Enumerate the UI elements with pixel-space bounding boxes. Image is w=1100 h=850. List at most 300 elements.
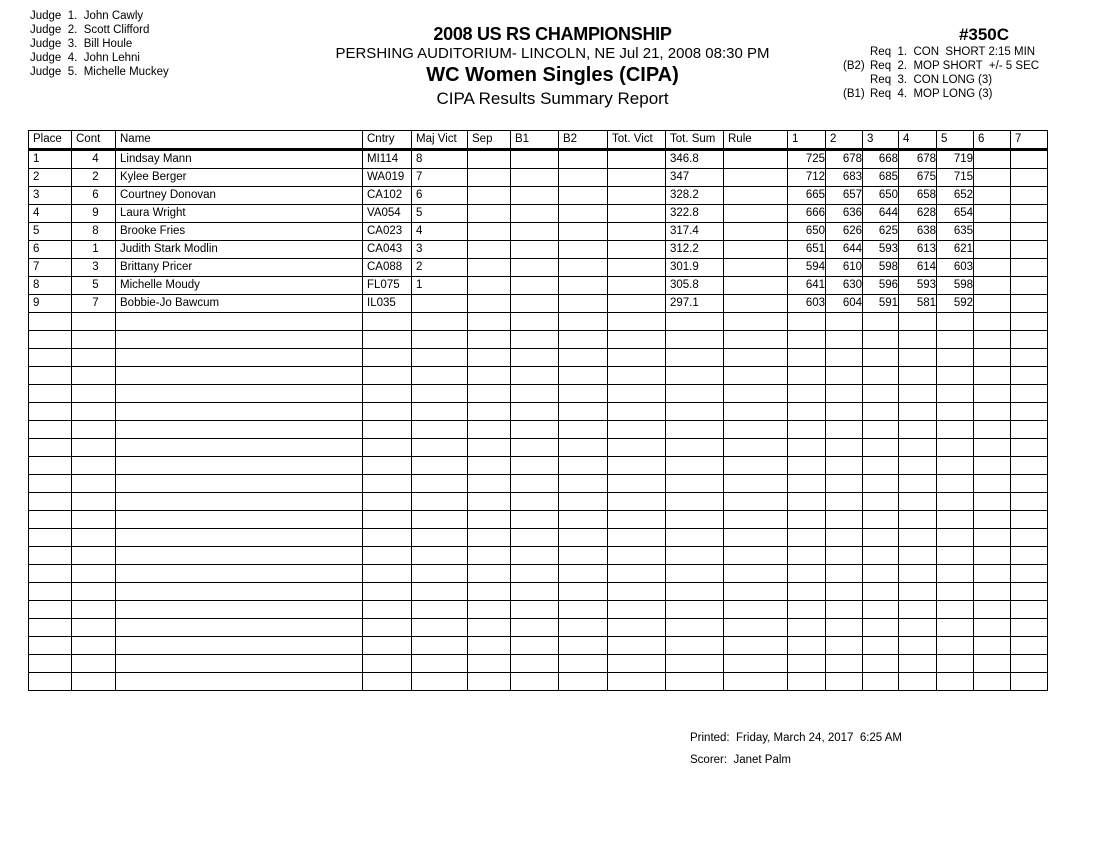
judge-7-score [1011,331,1048,349]
judge-4-score: 658 [899,187,937,205]
name-cell [116,403,363,421]
place-cell [29,457,72,475]
sep-cell [468,403,511,421]
rule-cell [724,403,788,421]
col-header-judge-5: 5 [937,131,974,150]
judge-1-score [788,331,826,349]
judge-2-score [826,385,863,403]
requirement-line: Req 3. CON LONG (3) [870,74,993,86]
judge-4-score [899,331,937,349]
empty-table-row [29,331,1048,349]
b1-cell [511,439,559,457]
sep-cell [468,421,511,439]
b1-cell [511,673,559,691]
judge-2-score [826,619,863,637]
place-cell [29,529,72,547]
tot-sum-cell [666,655,724,673]
b2-cell [559,205,608,223]
name-cell [116,421,363,439]
sep-cell [468,619,511,637]
b2-cell [559,493,608,511]
judge-6-score [974,673,1011,691]
place-cell [29,475,72,493]
rule-cell [724,565,788,583]
cont-cell [72,511,116,529]
tot-sum-cell: 346.8 [666,150,724,169]
sep-cell [468,493,511,511]
tot-vict-cell [608,637,666,655]
tot-vict-cell [608,601,666,619]
division-title: WC Women Singles (CIPA) [426,64,679,86]
col-header-judge-4: 4 [899,131,937,150]
b1-cell [511,421,559,439]
sep-cell [468,331,511,349]
judge-4-score: 678 [899,150,937,169]
judge-1-score [788,457,826,475]
judge-6-score [974,349,1011,367]
judge-6-score [974,655,1011,673]
name-cell [116,547,363,565]
empty-table-row [29,529,1048,547]
judge-7-score [1011,601,1048,619]
b1-cell [511,205,559,223]
venue-line: PERSHING AUDITORIUM- LINCOLN, NE Jul 21, 2008 08:30 PM [335,45,770,62]
rule-cell [724,385,788,403]
judge-line: Judge 5. Michelle Muckey [30,66,169,78]
cntry-cell: CA102 [363,187,412,205]
col-header-judge-3: 3 [863,131,899,150]
judge-5-score [937,565,974,583]
judge-2-score [826,673,863,691]
cntry-cell [363,493,412,511]
b2-cell [559,367,608,385]
judge-7-score [1011,205,1048,223]
printed-line: Printed: Friday, March 24, 2017 6:25 AM [690,732,903,744]
name-cell [116,565,363,583]
event-info [840,25,1080,101]
place-cell: 8 [29,277,72,295]
b2-cell [559,511,608,529]
judge-6-score [974,421,1011,439]
place-cell: 6 [29,241,72,259]
report-title: CIPA Results Summary Report [436,89,669,108]
judge-6-score [974,277,1011,295]
maj-vict-cell [412,673,468,691]
judge-2-score: 604 [826,295,863,313]
place-cell [29,619,72,637]
judge-4-score [899,349,937,367]
maj-vict-cell [412,619,468,637]
cntry-cell [363,601,412,619]
judge-2-score [826,403,863,421]
empty-table-row [29,493,1048,511]
rule-cell [724,673,788,691]
judge-5-score [937,493,974,511]
maj-vict-cell: 5 [412,205,468,223]
judge-7-score [1011,403,1048,421]
judge-1-score [788,439,826,457]
maj-vict-cell [412,295,468,313]
judge-3-score [863,385,899,403]
place-cell: 3 [29,187,72,205]
requirement-line: Req 1. CON SHORT 2:15 MIN [870,46,1036,58]
empty-table-row [29,511,1048,529]
place-cell [29,367,72,385]
rule-cell [724,259,788,277]
sep-cell [468,439,511,457]
table-row [29,277,1048,295]
tot-vict-cell [608,187,666,205]
tot-vict-cell [608,205,666,223]
cont-cell: 7 [72,295,116,313]
cntry-cell [363,385,412,403]
tot-sum-cell [666,511,724,529]
empty-table-row [29,565,1048,583]
rule-cell [724,601,788,619]
maj-vict-cell [412,331,468,349]
judge-4-score [899,637,937,655]
judge-2-score [826,601,863,619]
tot-vict-cell [608,547,666,565]
cntry-cell: WA019 [363,169,412,187]
judge-3-score [863,673,899,691]
judge-7-score [1011,385,1048,403]
b1-cell [511,547,559,565]
report-header [290,24,815,110]
judge-7-score [1011,349,1048,367]
judge-7-score [1011,295,1048,313]
empty-table-row [29,547,1048,565]
tot-sum-cell [666,475,724,493]
name-cell [116,637,363,655]
place-cell: 7 [29,259,72,277]
judge-1-score [788,421,826,439]
rule-cell [724,547,788,565]
judge-3-score [863,511,899,529]
judge-1-score [788,511,826,529]
sep-cell [468,169,511,187]
judge-6-score [974,439,1011,457]
tot-sum-cell [666,313,724,331]
tot-sum-cell [666,385,724,403]
cont-cell [72,601,116,619]
judge-4-score: 675 [899,169,937,187]
judge-6-score [974,601,1011,619]
judge-2-score [826,439,863,457]
name-cell [116,349,363,367]
judge-4-score [899,367,937,385]
place-cell [29,673,72,691]
table-row [29,241,1048,259]
judge-3-score [863,421,899,439]
judge-3-score [863,565,899,583]
sep-cell [468,349,511,367]
judge-6-score [974,565,1011,583]
tot-vict-cell [608,619,666,637]
judge-1-score [788,583,826,601]
sep-cell [468,601,511,619]
judge-5-score [937,583,974,601]
cntry-cell [363,439,412,457]
b1-cell [511,187,559,205]
b1-cell [511,655,559,673]
maj-vict-cell: 7 [412,169,468,187]
table-row [29,169,1048,187]
judge-6-score [974,295,1011,313]
col-header-judge-2: 2 [826,131,863,150]
table-row [29,205,1048,223]
b2-cell [559,475,608,493]
name-cell [116,331,363,349]
cont-cell [72,529,116,547]
rule-cell [724,619,788,637]
place-cell [29,547,72,565]
scorer-line: Scorer: Janet Palm [690,754,791,766]
cntry-cell [363,565,412,583]
table-row [29,259,1048,277]
judge-4-score: 628 [899,205,937,223]
judge-4-score [899,565,937,583]
judge-4-score: 638 [899,223,937,241]
empty-table-row [29,349,1048,367]
judge-2-score: 678 [826,150,863,169]
cont-cell [72,655,116,673]
judge-5-score [937,421,974,439]
judge-3-score [863,547,899,565]
sep-cell [468,205,511,223]
tot-vict-cell [608,403,666,421]
judge-6-score [974,169,1011,187]
judge-7-score [1011,493,1048,511]
tot-sum-cell [666,547,724,565]
judge-7-score [1011,421,1048,439]
judge-name: John Cawly [83,10,144,22]
sep-cell [468,187,511,205]
col-header-judge-6: 6 [974,131,1011,150]
judge-6-score [974,331,1011,349]
maj-vict-cell [412,349,468,367]
results-body [29,150,1048,691]
b2-cell [559,547,608,565]
judge-2-score [826,583,863,601]
rule-cell [724,331,788,349]
judge-3-score: 598 [863,259,899,277]
judge-4-score [899,619,937,637]
event-number: #350C [958,25,1010,44]
tot-vict-cell [608,565,666,583]
tot-sum-cell [666,367,724,385]
rule-cell [724,295,788,313]
judge-6-score [974,313,1011,331]
tot-sum-cell [666,457,724,475]
judge-3-score [863,331,899,349]
judge-5-score: 652 [937,187,974,205]
b1-cell [511,475,559,493]
sep-cell [468,529,511,547]
judge-name: Scott Clifford [83,24,150,36]
judge-3-score: 593 [863,241,899,259]
sep-cell [468,673,511,691]
col-header-b1: B1 [511,131,559,150]
judge-7-score [1011,457,1048,475]
cont-cell [72,349,116,367]
b1-cell [511,619,559,637]
requirement-line: (B1) Req 4. MOP LONG (3) [843,88,993,100]
b1-cell [511,511,559,529]
judge-3-score: 596 [863,277,899,295]
judge-5-score [937,475,974,493]
judge-4-score [899,313,937,331]
col-header-place: Place [29,131,72,150]
cont-cell [72,583,116,601]
cont-cell [72,385,116,403]
tot-vict-cell [608,439,666,457]
judge-5-score: 603 [937,259,974,277]
judge-5-score [937,655,974,673]
judges-list [30,9,169,79]
name-cell: Lindsay Mann [116,150,363,169]
maj-vict-cell [412,601,468,619]
b2-cell [559,150,608,169]
sep-cell [468,637,511,655]
cntry-cell [363,655,412,673]
judge-3-score: 650 [863,187,899,205]
b1-cell [511,223,559,241]
empty-table-row [29,457,1048,475]
tot-vict-cell [608,150,666,169]
cont-cell [72,457,116,475]
judge-5-score [937,619,974,637]
b2-cell [559,223,608,241]
col-header-cont: Cont [72,131,116,150]
sep-cell [468,259,511,277]
judge-2-score [826,511,863,529]
place-cell [29,439,72,457]
tot-vict-cell [608,529,666,547]
cntry-cell [363,637,412,655]
b2-cell [559,385,608,403]
tot-vict-cell [608,169,666,187]
judge-1-score [788,565,826,583]
b2-cell [559,295,608,313]
tot-vict-cell [608,493,666,511]
place-cell: 4 [29,205,72,223]
tot-vict-cell [608,367,666,385]
place-cell [29,511,72,529]
judge-1-score [788,493,826,511]
name-cell [116,511,363,529]
judge-5-score [937,367,974,385]
judge-2-score [826,421,863,439]
judge-7-score [1011,673,1048,691]
results-table [28,130,1048,691]
table-header-row [29,131,1048,150]
cntry-cell: MI114 [363,150,412,169]
b2-cell [559,187,608,205]
judge-1-score [788,547,826,565]
judge-1-score [788,529,826,547]
cntry-cell [363,583,412,601]
rule-cell [724,241,788,259]
empty-table-row [29,673,1048,691]
rule-cell [724,187,788,205]
col-header-cntry: Cntry [363,131,412,150]
b1-cell [511,259,559,277]
maj-vict-cell [412,529,468,547]
b1-cell [511,169,559,187]
judge-2-score [826,547,863,565]
judge-5-score [937,601,974,619]
b2-cell [559,421,608,439]
judge-1-score [788,655,826,673]
judge-5-score [937,403,974,421]
judge-2-score: 636 [826,205,863,223]
maj-vict-cell: 8 [412,150,468,169]
rule-cell [724,529,788,547]
judge-6-score [974,457,1011,475]
judge-5-score [937,331,974,349]
tot-vict-cell [608,421,666,439]
judge-2-score [826,637,863,655]
b2-cell [559,565,608,583]
sep-cell [468,295,511,313]
tot-sum-cell [666,493,724,511]
tot-vict-cell [608,223,666,241]
name-cell [116,655,363,673]
sep-cell [468,583,511,601]
maj-vict-cell [412,511,468,529]
place-cell [29,403,72,421]
judge-line: Judge 4. John Lehni [30,52,140,64]
judge-7-score [1011,511,1048,529]
b2-cell [559,583,608,601]
judge-1-score: 725 [788,150,826,169]
judge-6-score [974,367,1011,385]
judge-5-score: 592 [937,295,974,313]
judge-1-score [788,475,826,493]
judge-6-score [974,223,1011,241]
b1-cell [511,403,559,421]
maj-vict-cell: 6 [412,187,468,205]
judge-4-score [899,421,937,439]
sep-cell [468,150,511,169]
judge-2-score: 644 [826,241,863,259]
judge-7-score [1011,583,1048,601]
place-cell [29,385,72,403]
tot-sum-cell [666,331,724,349]
b1-cell [511,601,559,619]
judge-1-score: 666 [788,205,826,223]
tot-vict-cell [608,295,666,313]
tot-sum-cell [666,349,724,367]
tot-vict-cell [608,313,666,331]
maj-vict-cell [412,565,468,583]
place-cell [29,493,72,511]
b1-cell [511,295,559,313]
name-cell [116,493,363,511]
judge-6-score [974,547,1011,565]
judge-4-score [899,403,937,421]
judge-6-score [974,187,1011,205]
b2-cell [559,655,608,673]
judge-3-score [863,529,899,547]
col-header-maj-vict: Maj Vict [412,131,468,150]
tot-vict-cell [608,673,666,691]
judge-6-score [974,475,1011,493]
maj-vict-cell [412,547,468,565]
b1-cell [511,457,559,475]
judge-5-score [937,385,974,403]
